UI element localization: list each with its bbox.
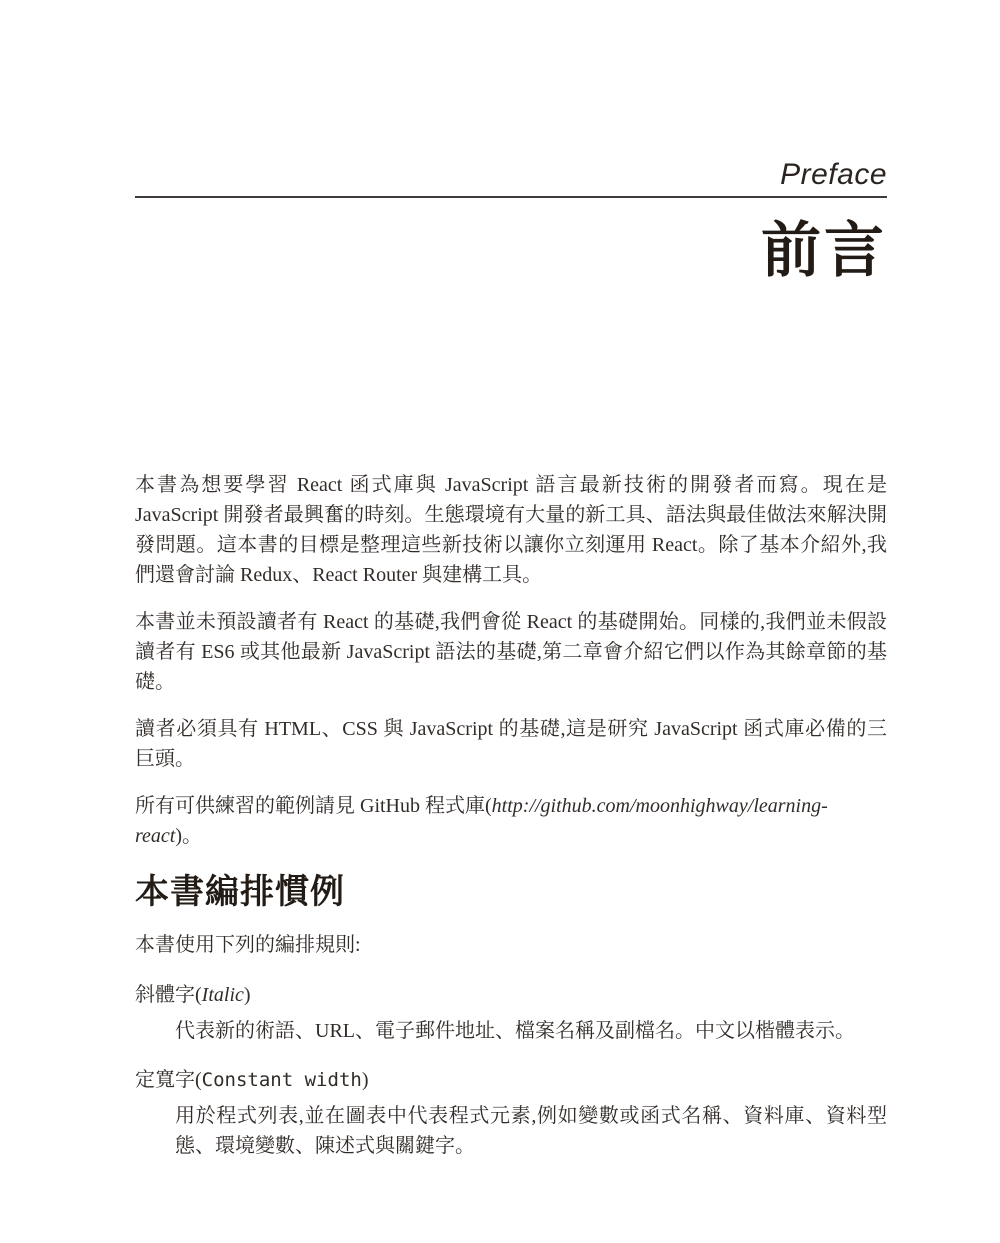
paren-close: ) [361,1069,369,1091]
term-definition-constant-width: 用於程式列表,並在圖表中代表程式元素,例如變數或函式名稱、資料庫、資料型態、環境變數、陳述式與關鍵字。 [175,1105,887,1157]
paren-open: ( [195,1069,202,1091]
term-line-italic [135,980,887,1010]
chapter-title: 前言 [761,217,887,284]
term-zh-label: 定寬字 [135,1069,195,1091]
term-zh-label: 斜體字 [135,984,195,1006]
intro-paragraph-2: 本書並未預設讀者有 React 的基礎,我們會從 React 的基礎開始。同樣的,我們並未假設讀者有 ES6 或其他最新 JavaScript 語法的基礎,第二章會介紹它們以作為其餘章節的基礎。 [135,611,887,693]
conventions-intro: 本書使用下列的編排規則: [135,934,361,956]
section-heading-conventions: 本書編排慣例 [135,873,345,911]
term-definition-italic: 代表新的術語、URL、電子郵件地址、檔案名稱及副檔名。中文以楷體表示。 [175,1020,855,1042]
term-latin-italic: Italic [201,984,244,1006]
intro-paragraph-3: 讀者必須具有 HTML、CSS 與 JavaScript 的基礎,這是研究 JavaScript 函式庫必備的三巨頭。 [135,718,887,770]
body-text-column [135,470,887,1161]
paren-close: ) [243,984,251,1006]
header-rule [135,196,887,198]
paren-open: ( [195,984,202,1006]
intro-paragraph-1: 本書為想要學習 React 函式庫與 JavaScript 語言最新技術的開發者而寫。現在是 JavaScript 開發者最興奮的時刻。生態環境有大量的新工具、語法與最佳做法來解決開發問題。這本書的目標是整理這些新技術以讓你立刻運用 React。除了基本介紹外,我們還會討論 Redux、React Router 與建構工具。 [135,474,887,586]
repo-url: http://github.com/moonhighway/learning-react [135,795,828,847]
term-block-constant-width [135,1065,887,1161]
running-head: Preface [780,158,887,191]
term-line-constant-width [135,1065,887,1095]
term-block-italic [135,980,887,1046]
repo-note [135,791,887,851]
term-latin-mono: Constant width [201,1069,362,1091]
repo-note-suffix: )。 [175,825,203,847]
repo-note-prefix: 所有可供練習的範例請見 GitHub 程式庫( [135,795,492,817]
